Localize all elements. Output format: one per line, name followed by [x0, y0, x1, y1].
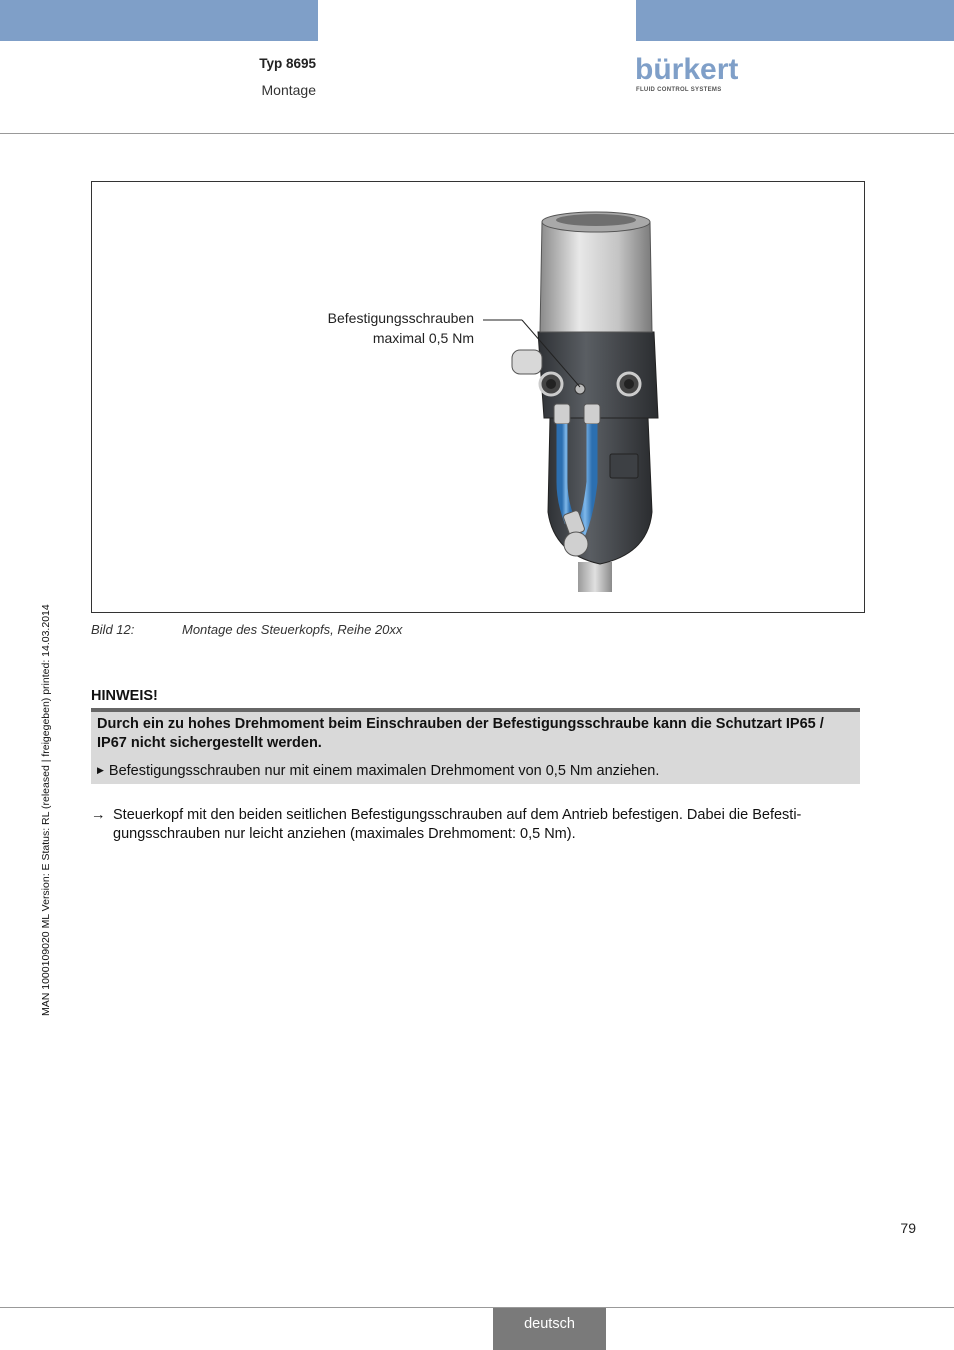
- control-head-illustration: [92, 182, 864, 612]
- figure-frame: [91, 181, 865, 613]
- notice-box: [91, 712, 860, 784]
- language-tab: deutsch: [493, 1308, 606, 1350]
- callout-line-2: maximal 0,5 Nm: [372, 330, 474, 346]
- document-meta-vertical: MAN 1000109020 ML Version: E Status: RL (released | freigegeben) printed: 14.03.2014: [40, 604, 52, 1016]
- notice-warning-text: Durch ein zu hohes Drehmoment beim Einschrauben der Befestigungsschraube kann die Schutzart IP65 / IP67 nicht sichergestellt werden.: [97, 716, 824, 751]
- footer-divider: [0, 1307, 954, 1308]
- header-divider: [0, 133, 954, 134]
- notice-title: HINWEIS!: [91, 688, 158, 704]
- notice-instruction: [97, 763, 659, 779]
- header-band-left: [0, 0, 318, 41]
- notice-instruction-text: Befestigungsschrauben nur mit einem maximalen Drehmoment von 0,5 Nm anziehen.: [108, 763, 660, 779]
- header-band-right: [636, 0, 954, 41]
- page-number: 79: [900, 1220, 916, 1236]
- instruction-step-text: Steuerkopf mit den beiden seitlichen Befestigungsschrauben auf dem Antrieb befestigen. Dabei die Befesti-gungsschrauben nur leicht anziehen (maximales Drehmoment: 0,5 Nm).: [113, 807, 802, 842]
- chapter-title: Montage: [261, 82, 316, 98]
- triangle-bullet-icon: ▶: [97, 765, 104, 775]
- callout-line-1: Befestigungsschrauben: [327, 310, 474, 326]
- burkert-logo: [635, 53, 739, 97]
- caption-number: Bild 12:: [91, 622, 135, 637]
- logo-tagline: FLUID CONTROL SYSTEMS: [636, 87, 722, 93]
- logo-wordmark: bürkert: [635, 53, 739, 86]
- document-type-title: Typ 8695: [259, 56, 316, 71]
- arrow-right-icon: →: [91, 807, 106, 823]
- caption-text: Montage des Steuerkopfs, Reihe 20xx: [182, 622, 403, 637]
- screw-callout: [272, 308, 474, 348]
